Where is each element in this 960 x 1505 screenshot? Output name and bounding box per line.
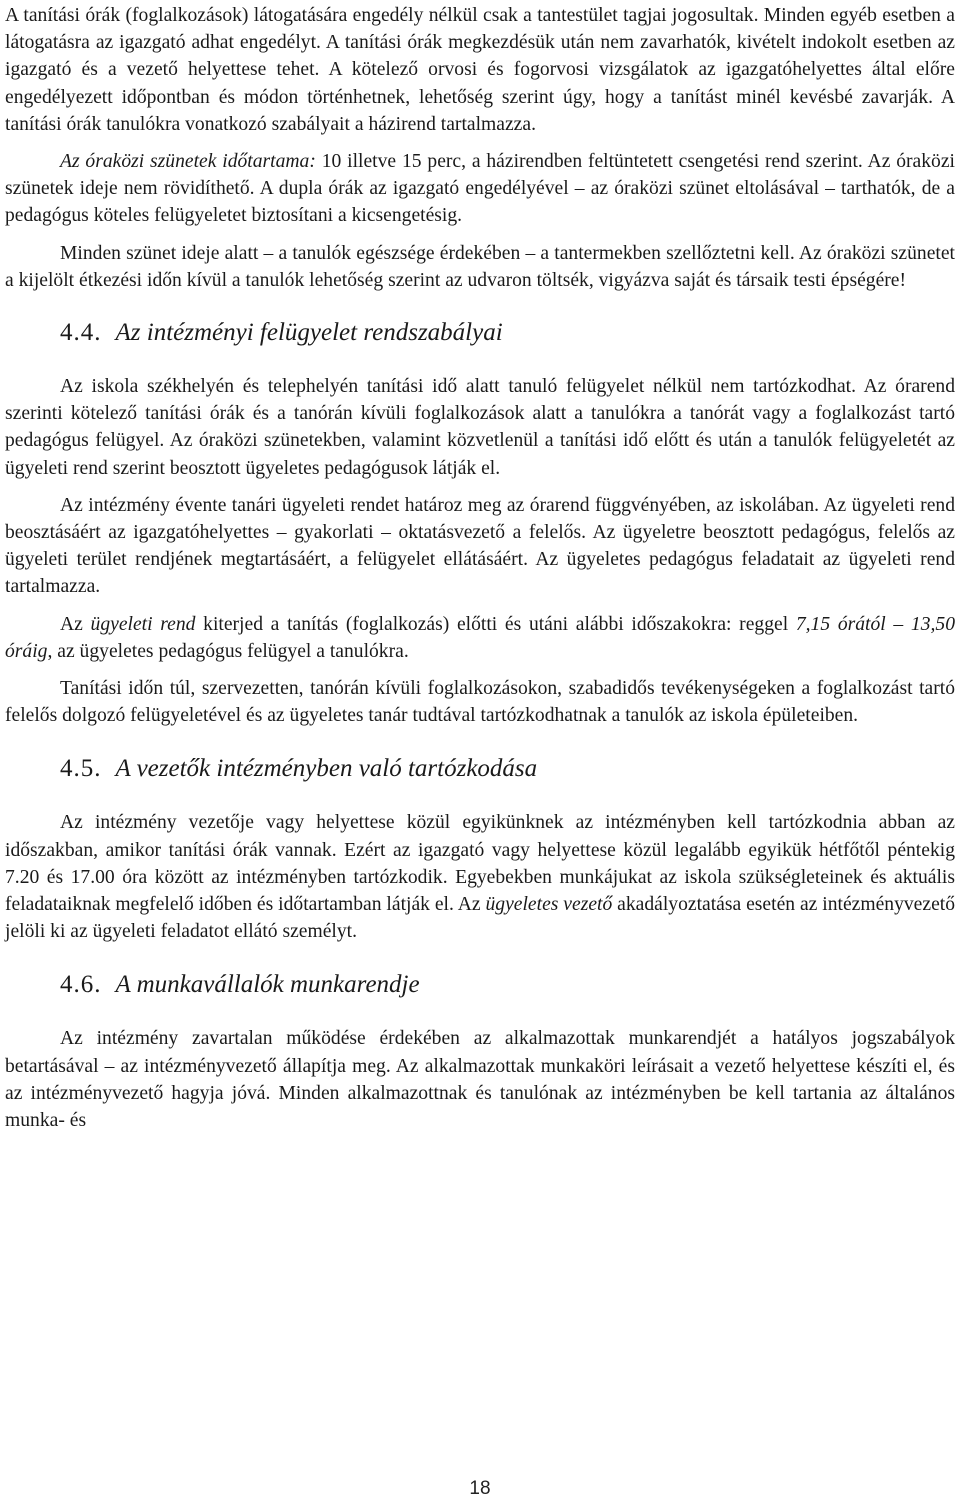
leader-presence-text-c: akadályoztatása esetén az intézményvezető jelöli ki az ügyeleti feladatot ellátó személyt. [5,894,956,943]
section-title: Az intézményi felügyelet rendszabályai [115,319,503,347]
paragraph-duty-schedule: Az intézmény évente tanári ügyeleti rendet határoz meg az órarend függvényében, az iskolában. Az ügyeleti rend beosztásáért az igazgatóhelyettes – gyakorlati – oktatásvezető a felelős. Az ügyeletre beosztott pedagógus, felelős az ügyeleti terület rendjének megtartásáért, a felügyelet ellátásáért. Az ügyeletes pedagógus feladatait az ügyeleti rend tartalmazza. [5,494,955,598]
paragraph-after-hours: Tanítási időn túl, szervezetten, tanórán kívüli foglalkozásokon, szabadidős tevékenységeken a foglalkozást tartó felelős dolgozó felügyeletével és az ügyeletes tanár tudtával tartózkodhatnak a tanulók az iskola épületeiben. [5,678,955,727]
duty-rule-term: ügyeleti rend [90,613,196,635]
section-title: A vezetők intézményben való tartózkodása [115,755,538,783]
paragraph-break-duration [5,148,955,230]
paragraph-duty-hours [5,611,955,665]
section-number: 4.6. [60,971,102,999]
duty-hours-text-e: , az ügyeletes pedagógus felügyel a tanulókra. [47,640,409,662]
section-heading-4-5 [5,754,955,784]
duty-hours-text-a: Az [60,613,91,635]
section-title: A munkavállalók munkarendje [115,971,420,999]
break-duration-text: 10 illetve 15 perc, a házirendben feltüntetett csengetési rend szerint. Az óraközi szünetek ideje nem rövidíthető. A dupla órák az igazgató engedélyével – az óraközi szünet eltolásával – tarthatók, de a pedagógus köteles felügyeletet biztosítani a kicsengetésig. [5,151,955,227]
paragraph-leader-presence [5,809,955,945]
section-heading-4-4 [5,318,955,348]
document-page [5,2,955,1134]
section-heading-4-6 [5,970,955,1000]
page-number: 18 [469,1478,491,1499]
duty-hours-text-c: kiterjed a tanítás (foglalkozás) előtti és utáni alábbi időszakokra: reggel [195,613,796,635]
paragraph-break-ventilation: Minden szünet ideje alatt – a tanulók egészsége érdekében – a tantermekben szellőztetni kell. Az óraközi szünetet a kijelölt étkezési időn kívül a tanulók lehetőség szerint az udvaron töltsék, vigyázva saját és társaik testi épségére! [5,242,955,291]
paragraph-lesson-visits: A tanítási órák (foglalkozások) látogatására engedély nélkül csak a tantestület tagjai jogosultak. Minden egyéb esetben a látogatásra az igazgató adhat engedélyt. A tanítási órák megkezdésük után nem zavarhatók, kivételt indokolt esetben az igazgató és a vezető helyettese tehet. A kötelező orvosi és fogorvosi vizsgálatok az igazgatóhelyettes által előre engedélyezett időpontban és módon történhetnek, lehetőség szerint úgy, hogy a tanítást minél kevésbé zavarják. A tanítási órák tanulókra vonatkozó szabályait a házirend tartalmazza. [5,5,955,135]
section-number: 4.5. [60,755,102,783]
paragraph-work-schedule: Az intézmény zavartalan működése érdekében az alkalmazottak munkarendjét a hatályos jogszabályok betartásával – az intézményvezető állapítja meg. Az alkalmazottak munkaköri leírásait a vezető helyettese készíti el, és az intézményvezető hagyja jóvá. Minden alkalmazottnak és tanulónak az intézményben be kell tartania az általános munka- és [5,1028,955,1132]
break-duration-label: Az óraközi szünetek időtartama: [60,151,316,173]
duty-time-range: 7,15 órától – 13,50 óráig [5,613,955,662]
paragraph-supervision: Az iskola székhelyén és telephelyén tanítási idő alatt tanuló felügyelet nélkül nem tartózkodhat. Az órarend szerinti kötelező tanítási órák és a tanórán kívüli foglalkozások alatt a tanulókra a tanórát vagy a foglalkozást tartó pedagógus felügyel. Az óraközi szünetekben, valamint közvetlenül a tanítási idő előtt és után a tanulók felügyeletét az ügyeleti rend szerint beosztott ügyeletes pedagógusok látják el. [5,376,955,479]
leader-presence-text-a: Az intézmény vezetője vagy helyettese közül egyikünknek az intézményben kell tartózkodnia abban az időszakban, amikor tanítási órák vannak. Ezért az igazgató vagy helyettese közül legalább egyikük hétfőtől péntekig 7.20 és 17.00 óra között az intézményben tartózkodik. Egyebekben munkájukat az iskola szükségleteinek és aktuális feladataiknak megfelelő időben és időtartamban látják el. Az [5,812,955,916]
duty-leader-term: ügyeletes vezető [485,894,613,916]
section-number: 4.4. [60,319,102,347]
